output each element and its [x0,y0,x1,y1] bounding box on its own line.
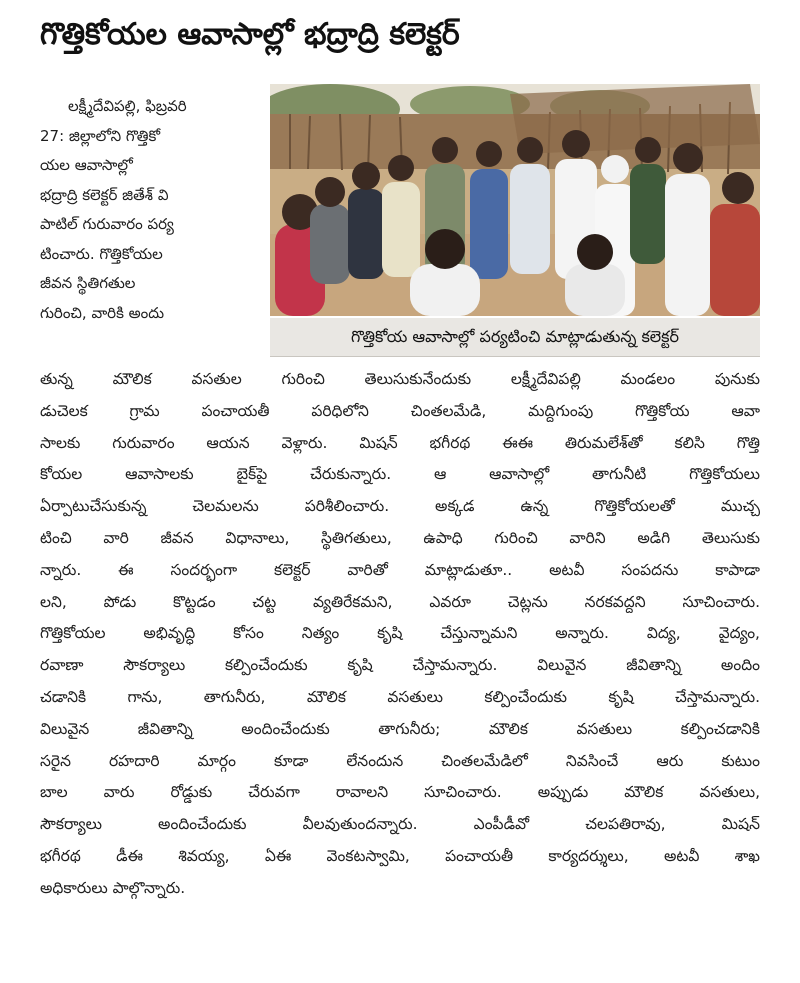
body-line: డుచెలక గ్రామ పంచాయతీ పరిధిలోని చింతలమేడి, మద్దిగుంపు గొత్తికోయ ఆవా [40,401,760,420]
body-line: సరైన రహదారి మార్గం కూడా లేనందున చింతలమేడిలో నివసించే ఆరు కుటుం [40,751,760,770]
body-line: న్నారు. ఈ సందర్భంగా కలెక్టర్ వారితో మాట్లాడుతూ.. అటవీ సంపదను కాపాడా [40,560,760,579]
body-line: గొత్తికోయల అభివృద్ధి కోసం నిత్యం కృషి చేస్తున్నామని అన్నారు. విద్య, వైద్యం, [40,624,760,643]
photo-caption: గొత్తికోయ ఆవాసాల్లో పర్యటించి మాట్లాడుతున్న కలెక్టర్ [270,318,760,357]
body-line: టించి వారి జీవన విధానాలు, స్థితిగతులు, ఉపాధి గురించి వారిని అడిగి తెలుసుకు [40,528,760,547]
body-line: సౌకర్యాలు అందించేందుకు వీలవుతుందన్నారు. ఎంపీడీవో చలపతిరావు, మిషన్ [40,815,760,834]
body-line: సాలకు గురువారం ఆయన వెళ్లారు. మిషన్ భగీరథ ఈఈ తిరుమలేశ్‌తో కలిసి గొత్తి [40,433,760,452]
intro-line: 27: జిల్లాలోని గొత్తికో [40,126,161,145]
photo-illustration [270,84,760,316]
intro-line: గురించి, వారికి అందు [40,303,165,322]
body-line: రవాణా సౌకర్యాలు కల్పించేందుకు కృషి చేస్తామన్నారు. విలువైన జీవితాన్ని అందిం [40,656,760,675]
body-line: తున్న మౌలిక వసతుల గురించి తెలుసుకునేందుకు లక్ష్మీదేవిపల్లి మండలం పునుకు [40,370,760,388]
body-line: ఏర్పాటుచేసుకున్న చెలమలను పరిశీలించారు. అక్కడ ఉన్న గొత్తికోయలతో ముచ్చ [40,497,760,516]
body-line: లని, పోడు కొట్టడం చట్ట వ్యతిరేకమని, ఎవరూ చెట్లను నరకవద్దని సూచించారు. [40,592,760,611]
article-intro-column [40,92,262,328]
body-line: భగీరథ డీఈ శివయ్య, ఏఈ వెంకటస్వామి, పంచాయతీ కార్యదర్శులు, అటవీ శాఖ [40,846,760,865]
intro-line: యల ఆవాసాల్లో [40,156,133,174]
body-line: బాల వారు రోడ్డుకు చేరువగా రావాలని సూచించారు. అప్పుడు మౌలిక వసతులు, [40,783,760,802]
article-photo [270,84,760,316]
body-line: కోయల ఆవాసాలకు బైక్‌పై చేరుకున్నారు. ఆ ఆవాసాల్లో తాగునీటి గొత్తికోయలు [40,465,760,484]
intro-line: భద్రాద్రి కలెక్టర్ జితేశ్ వి [40,185,169,204]
intro-line: పాటిల్ గురువారం పర్య [40,215,174,233]
intro-line: జీవన స్థితిగతుల [40,274,136,292]
body-line: చడానికి గాను, తాగునీరు, మౌలిక వసతులు కల్పించేందుకు కృషి చేస్తామన్నారు. [40,687,760,706]
body-line: అధికారులు పాల్గొన్నారు. [40,878,186,897]
intro-line: లక్ష్మీదేవిపల్లి, ఫిబ్రవరి [68,97,187,115]
article-headline: గొత్తికోయల ఆవాసాల్లో భద్రాద్రి కలెక్టర్ [40,17,460,52]
intro-line: టించారు. గొత్తికోయల [40,244,163,263]
body-line: విలువైన జీవితాన్ని అందించేందుకు తాగునీరు; మౌలిక వసతులు కల్పించడానికి [40,719,760,738]
article-body [40,364,760,905]
